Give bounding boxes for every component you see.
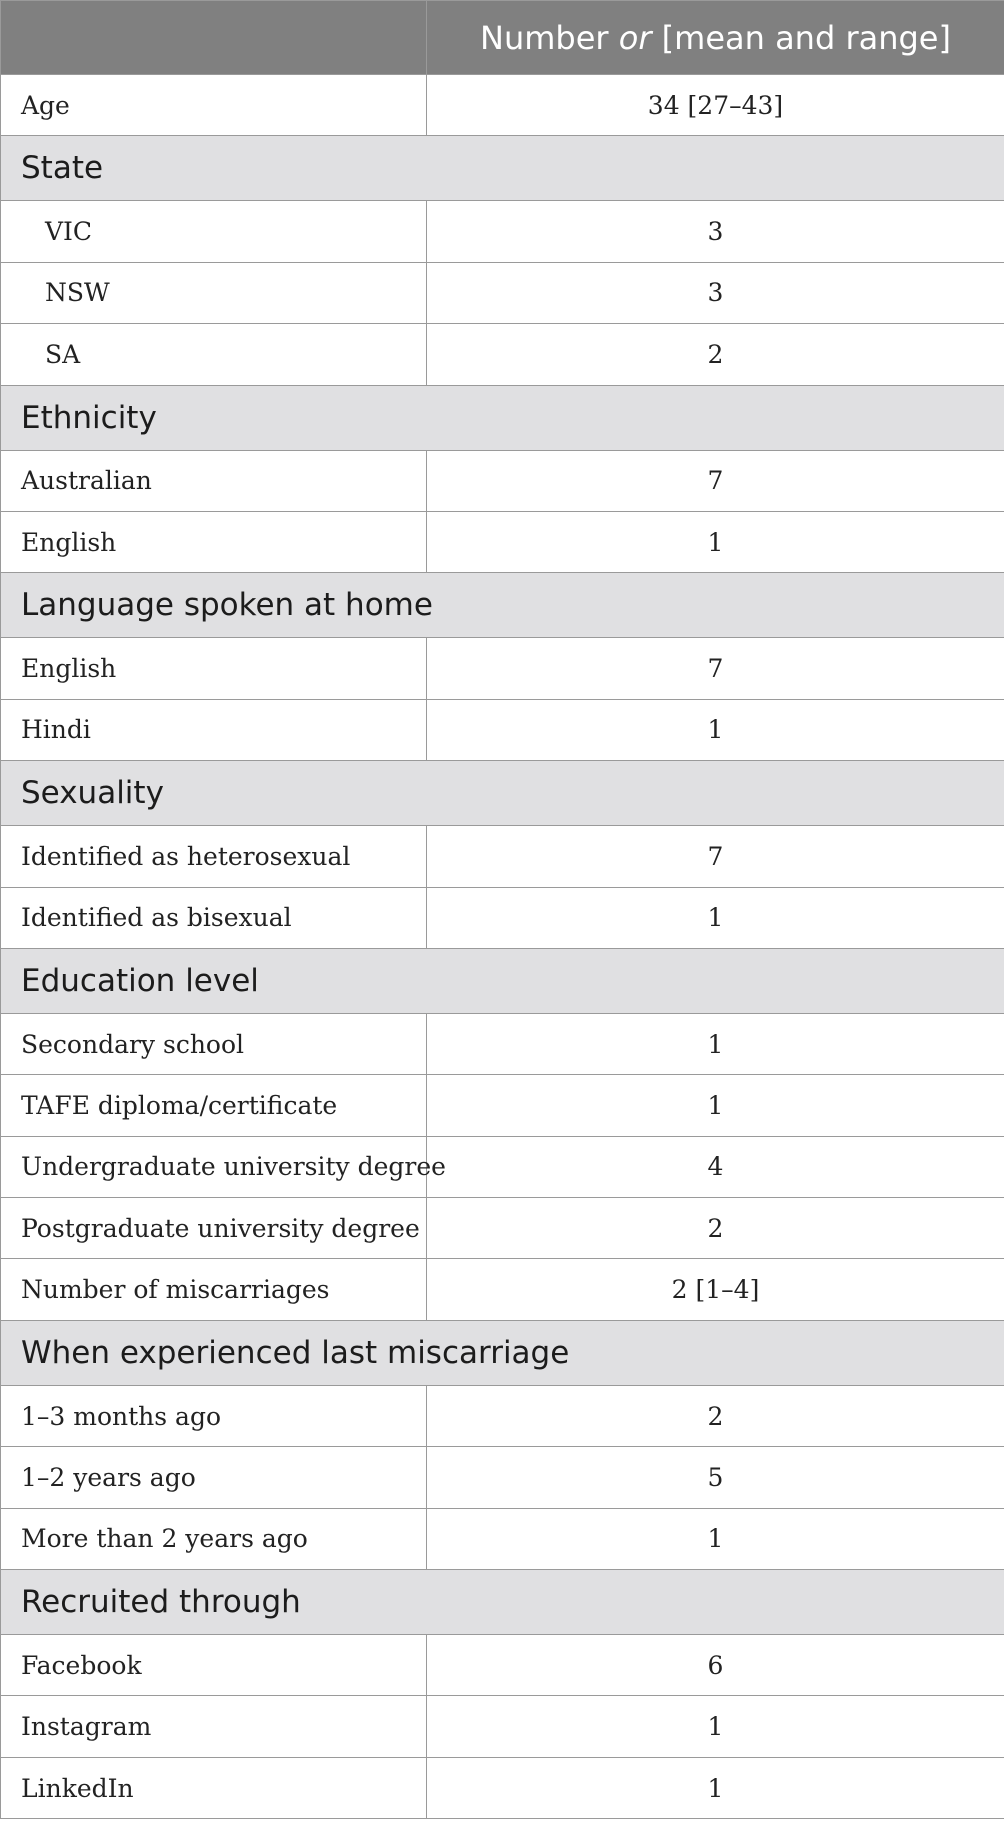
row-value: 4 [427,1136,1004,1197]
row-value: 3 [427,201,1004,262]
row-value: 5 [427,1447,1004,1508]
table-row [1,638,1004,699]
row-value: 1 [427,1757,1004,1818]
row-label: Number of miscarriages [1,1259,427,1320]
row-label: Identified as heterosexual [1,826,427,887]
row-value: 2 [427,324,1004,385]
row-label: English [1,638,427,699]
table-row [1,1385,1004,1446]
table-row [1,1136,1004,1197]
table-row [1,1259,1004,1320]
row-label: Postgraduate university degree [1,1198,427,1259]
row-value: 6 [427,1635,1004,1696]
row-value: 1 [427,887,1004,948]
row-label: Identified as bisexual [1,887,427,948]
row-value: 1 [427,1508,1004,1569]
section-header-row [1,761,1004,826]
section-header-row [1,1320,1004,1385]
section-title: Education level [1,948,1004,1013]
section-title: Sexuality [1,761,1004,826]
row-value: 34 [27–43] [427,75,1004,136]
header-text-pre: Number [480,18,619,57]
section-header-row [1,136,1004,201]
section-header-row [1,385,1004,450]
table-row [1,887,1004,948]
header-text-or: or [618,18,652,57]
row-label: Age [1,75,427,136]
row-value: 2 [1–4] [427,1259,1004,1320]
row-label: 1–3 months ago [1,1385,427,1446]
row-label: English [1,511,427,572]
table-row [1,1198,1004,1259]
row-value: 7 [427,450,1004,511]
row-value: 1 [427,1075,1004,1136]
section-title: Ethnicity [1,385,1004,450]
section-header-row [1,573,1004,638]
section-title: State [1,136,1004,201]
header-row [1,1,1004,75]
table-row [1,511,1004,572]
table-row [1,1508,1004,1569]
table-row [1,1075,1004,1136]
row-value: 2 [427,1385,1004,1446]
table-row [1,1696,1004,1757]
section-header-row [1,1570,1004,1635]
table-row [1,450,1004,511]
row-label: Undergraduate university degree [1,1136,427,1197]
table-body [1,75,1004,1819]
row-label: TAFE diploma/certificate [1,1075,427,1136]
row-value: 1 [427,1013,1004,1074]
row-value: 7 [427,826,1004,887]
table-row [1,1635,1004,1696]
section-title: When experienced last miscarriage [1,1320,1004,1385]
header-blank-cell [1,1,427,75]
row-label: Secondary school [1,1013,427,1074]
table-row [1,262,1004,323]
table-row [1,826,1004,887]
header-text-post: [mean and range] [651,18,951,57]
section-title: Recruited through [1,1570,1004,1635]
table-row [1,75,1004,136]
table-row [1,699,1004,760]
table-row [1,201,1004,262]
row-label: Instagram [1,1696,427,1757]
row-value: 7 [427,638,1004,699]
table-row [1,1447,1004,1508]
row-label: More than 2 years ago [1,1508,427,1569]
row-value: 3 [427,262,1004,323]
table-row [1,324,1004,385]
table-row [1,1757,1004,1818]
section-title: Language spoken at home [1,573,1004,638]
row-label: Hindi [1,699,427,760]
table-header [1,1,1004,75]
row-label: Facebook [1,1635,427,1696]
section-header-row [1,948,1004,1013]
header-number-column [427,1,1004,75]
row-label: SA [1,324,427,385]
table-row [1,1013,1004,1074]
row-label: Australian [1,450,427,511]
row-label: VIC [1,201,427,262]
row-value: 1 [427,511,1004,572]
row-value: 1 [427,699,1004,760]
row-label: NSW [1,262,427,323]
row-label: LinkedIn [1,1757,427,1818]
row-value: 1 [427,1696,1004,1757]
row-value: 2 [427,1198,1004,1259]
row-label: 1–2 years ago [1,1447,427,1508]
